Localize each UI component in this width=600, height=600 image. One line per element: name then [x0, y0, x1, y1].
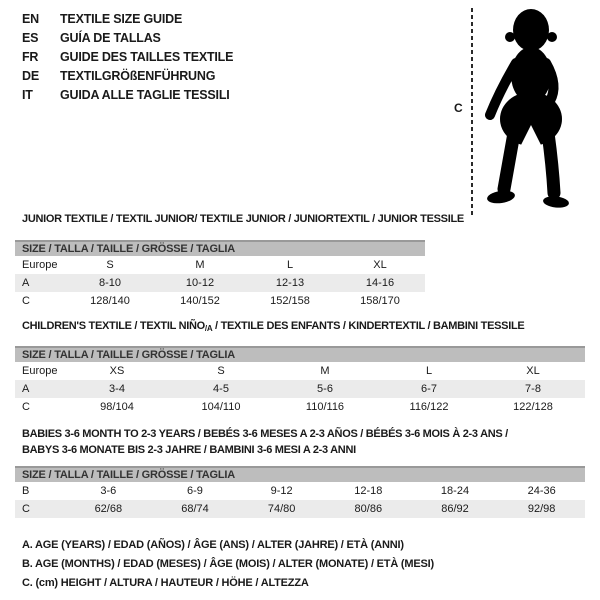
- table-cell: 8-10: [98, 277, 122, 289]
- table-cell: M: [195, 259, 205, 271]
- row-label: B: [22, 485, 30, 497]
- table-cell: 24-36: [527, 485, 556, 497]
- table-row: [15, 500, 585, 518]
- table-cell: 6-9: [187, 485, 203, 497]
- table-cell: 92/98: [527, 503, 556, 515]
- table-row: [15, 292, 425, 310]
- junior-size-table: [15, 240, 425, 310]
- baby-silhouette-icon: [476, 5, 596, 210]
- junior-section-title: JUNIOR TEXTILE / TEXTIL JUNIOR/ TEXTILE JUNIOR / JUNIORTEXTIL / JUNIOR TESSILE: [22, 213, 464, 225]
- table-cell: 5-6: [317, 383, 333, 395]
- children-title-sub: /A: [204, 324, 213, 333]
- babies-title-line1: BABIES 3-6 MONTH TO 2-3 YEARS / BEBÉS 3-6 MESES A 2-3 AÑOS / BÉBÉS 3-6 MOIS À 2-3 ANS /: [22, 428, 508, 440]
- row-label: A: [22, 383, 30, 395]
- babies-section-title: [22, 426, 508, 458]
- table-cell: 140/152: [180, 295, 220, 307]
- table-cell: 74/80: [267, 503, 296, 515]
- table-cell: 128/140: [90, 295, 130, 307]
- language-code: FR: [22, 50, 39, 64]
- size-header-row: SIZE / TALLA / TAILLE / GRÖSSE / TAGLIA: [15, 240, 425, 256]
- table-cell: 110/116: [305, 401, 345, 413]
- language-row: [22, 86, 233, 105]
- height-dashed-line: [471, 8, 473, 215]
- table-cell: 158/170: [360, 295, 400, 307]
- legend-notes: [22, 536, 434, 593]
- table-cell: S: [106, 259, 114, 271]
- row-label: Europe: [22, 259, 58, 271]
- table-row: [15, 380, 585, 398]
- note-age-months: B. AGE (MONTHS) / EDAD (MESES) / ÂGE (MOIS) / ALTER (MONATE) / ETÀ (MESI): [22, 558, 434, 570]
- children-size-table: [15, 346, 585, 416]
- table-cell: L: [286, 259, 294, 271]
- table-row: [15, 482, 585, 500]
- row-label: C: [22, 295, 30, 307]
- table-cell: 116/122: [409, 401, 449, 413]
- table-cell: 12-18: [354, 485, 383, 497]
- guide-title: TEXTILE SIZE GUIDE: [60, 12, 183, 26]
- guide-title: TEXTILGRÖßENFÜHRUNG: [60, 69, 216, 83]
- table-cell: 9-12: [270, 485, 293, 497]
- table-cell: L: [425, 365, 433, 377]
- language-code: ES: [22, 31, 39, 45]
- language-row: [22, 10, 233, 29]
- row-label: A: [22, 277, 30, 289]
- guide-title: GUIDA ALLE TAGLIE TESSILI: [60, 88, 230, 102]
- row-label: C: [22, 503, 30, 515]
- language-code: DE: [22, 69, 39, 83]
- table-cell: S: [217, 365, 225, 377]
- table-cell: 10-12: [185, 277, 215, 289]
- children-section-title: [22, 320, 524, 335]
- language-row: [22, 48, 233, 67]
- babies-size-table: [15, 466, 585, 518]
- table-cell: 4-5: [213, 383, 229, 395]
- language-title-block: [22, 10, 233, 105]
- language-code: EN: [22, 12, 39, 26]
- table-cell: 3-6: [100, 485, 117, 497]
- table-cell: 12-13: [275, 277, 305, 289]
- table-cell: 62/68: [94, 503, 123, 515]
- table-row: [15, 362, 585, 380]
- row-label: Europe: [22, 365, 58, 377]
- guide-title: GUÍA DE TALLAS: [60, 31, 161, 45]
- table-cell: 3-4: [109, 383, 125, 395]
- note-height-cm: C. (cm) HEIGHT / ALTURA / HAUTEUR / HÖHE / ALTEZZA: [22, 577, 309, 589]
- table-cell: 6-7: [421, 383, 437, 395]
- language-row: [22, 29, 233, 48]
- table-cell: 18-24: [440, 485, 470, 497]
- table-cell: 104/110: [201, 401, 241, 413]
- height-measure-label: C: [454, 101, 463, 115]
- table-cell: M: [320, 365, 330, 377]
- table-row: [15, 398, 585, 416]
- table-cell: 68/74: [181, 503, 209, 515]
- size-header-row: SIZE / TALLA / TAILLE / GRÖSSE / TAGLIA: [15, 346, 585, 362]
- note-age-years: A. AGE (YEARS) / EDAD (AÑOS) / ÂGE (ANS) / ALTER (JAHRE) / ETÀ (ANNI): [22, 539, 404, 551]
- table-cell: XS: [109, 365, 125, 377]
- table-cell: 14-16: [365, 277, 395, 289]
- children-title-post: / TEXTILE DES ENFANTS / KINDERTEXTIL / BAMBINI TESSILE: [212, 320, 525, 332]
- row-label: C: [22, 401, 30, 413]
- guide-title: GUIDE DES TAILLES TEXTILE: [60, 50, 234, 64]
- babies-title-line2: BABYS 3-6 MONATE BIS 2-3 JAHRE / BAMBINI 3-6 MESI A 2-3 ANNI: [22, 444, 356, 456]
- table-cell: 152/158: [270, 295, 310, 307]
- children-title-pre: CHILDREN'S TEXTILE / TEXTIL NIÑO: [22, 320, 205, 332]
- table-row: [15, 274, 425, 292]
- table-cell: XL: [373, 259, 387, 271]
- table-cell: 86/92: [441, 503, 469, 515]
- baby-measure-figure: [452, 5, 598, 217]
- table-cell: XL: [526, 365, 540, 377]
- language-row: [22, 67, 233, 86]
- table-cell: 122/128: [513, 401, 553, 413]
- table-cell: 98/104: [100, 401, 134, 413]
- table-cell: 7-8: [525, 383, 541, 395]
- table-row: [15, 256, 425, 274]
- language-code: IT: [22, 88, 33, 102]
- table-cell: 80/86: [354, 503, 383, 515]
- size-header-row: SIZE / TALLA / TAILLE / GRÖSSE / TAGLIA: [15, 466, 585, 482]
